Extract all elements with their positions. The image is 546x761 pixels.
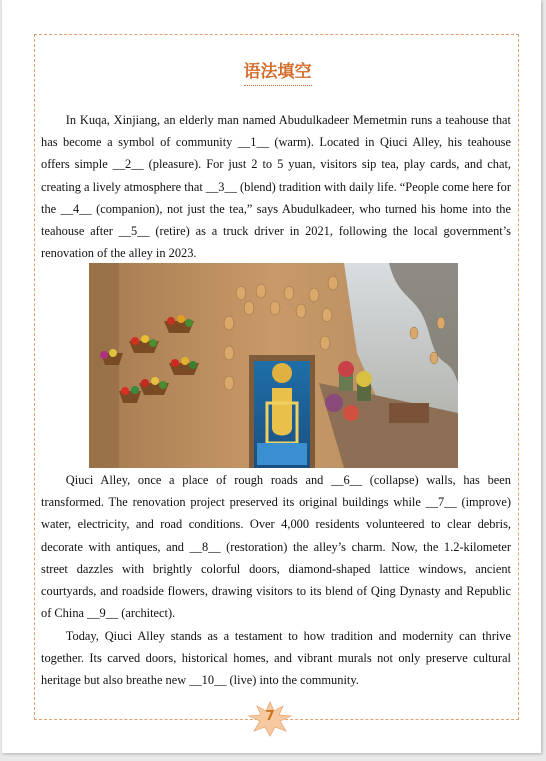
document-page — [2, 0, 541, 753]
alley-photo — [89, 263, 458, 468]
page-number: 7 — [265, 709, 275, 724]
content-frame — [34, 34, 519, 724]
paragraph-2: Qiuci Alley, once a place of rough roads and __6__ (collapse) walls, has been transformed. The renovation project preserved its original buildings while __7__ (improve) water, electricity, and road conditions. Over 4,000 residents volunteered to clear debris, decorate with antiques, and __8__ (restoration) the alley’s charm. Now, the 1.2-kilometer street dazzles with brightly colorful doors, diamond-shaped lattice windows, ancient courtyards, and roadside flowers, drawing visitors to its blend of Qing Dynasty and Republic of China __9__ (architect). — [41, 473, 511, 621]
page-title: 语法填空 — [35, 57, 520, 82]
paragraph-1: In Kuqa, Xinjiang, an elderly man named Abudulkadeer Memetmin runs a teahouse that has become a symbol of community __1__ (warm). Located in Qiuci Alley, his teahouse offers simple __2__ (pleasure). For just 2 to 5 yuan, visitors sip tea, play cards, and chat, creating a lively atmosphere that __3__ (blend) tradition with daily life. “People come here for the __4__ (companion), not just the tea,” says Abudulkadeer, who turned his home into the teahouse after __5__ (retire) as a truck driver in 2021, following the local government’s renovation of the alley in 2023. — [41, 113, 511, 261]
page-number-badge — [248, 701, 292, 737]
paragraph-3: Today, Qiuci Alley stands as a testament to how tradition and modernity can thrive together. Its carved doors, historical homes, and vibrant murals not only preserve cultural heritage but also breathe new __10__ (live) into the community. — [41, 629, 511, 688]
